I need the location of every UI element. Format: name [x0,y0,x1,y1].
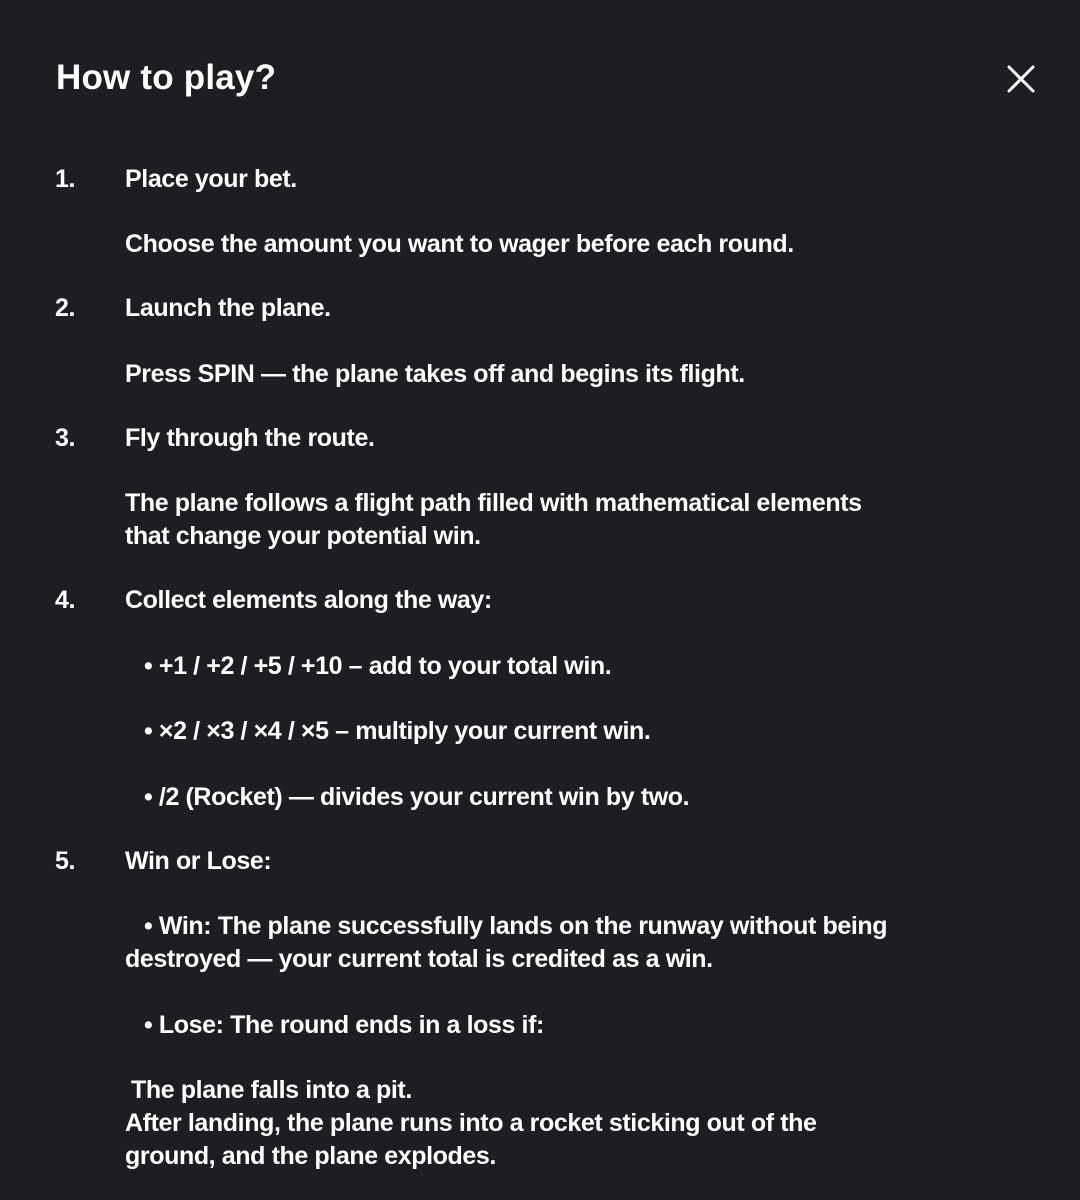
step-body-line: that change your potential win. [125,522,481,550]
step-heading: Win or Lose: [125,847,272,875]
lose-condition: After landing, the plane runs into a rocket sticking out of the [125,1109,817,1137]
step-body-line: The plane follows a flight path filled with mathematical elements [125,489,862,517]
step-number: 2. [55,294,76,322]
step-number: 5. [55,847,76,875]
bullet-multiply-elements: • ×2 / ×3 / ×4 / ×5 – multiply your current win. [144,717,651,745]
step-heading: Launch the plane. [125,294,331,322]
lose-heading: • Lose: The round ends in a loss if: [144,1011,544,1039]
step-heading: Fly through the route. [125,424,375,452]
close-icon [1002,60,1040,98]
step-heading: Collect elements along the way: [125,586,492,614]
step-number: 1. [55,165,76,193]
lose-condition: The plane falls into a pit. [131,1076,412,1104]
bullet-rocket-divide: • /2 (Rocket) — divides your current win by two. [144,783,690,811]
dialog-title: How to play? [56,58,277,97]
bullet-add-elements: • +1 / +2 / +5 / +10 – add to your total win. [144,652,612,680]
step-number: 4. [55,586,76,614]
close-button[interactable] [1002,60,1040,98]
step-heading: Place your bet. [125,165,297,193]
lose-condition: ground, and the plane explodes. [125,1142,496,1170]
step-body: Choose the amount you want to wager before each round. [125,230,794,258]
win-condition-line: destroyed — your current total is credited as a win. [125,945,713,973]
win-condition-line: • Win: The plane successfully lands on the runway without being [144,912,888,940]
step-number: 3. [55,424,76,452]
step-body: Press SPIN — the plane takes off and begins its flight. [125,360,745,388]
